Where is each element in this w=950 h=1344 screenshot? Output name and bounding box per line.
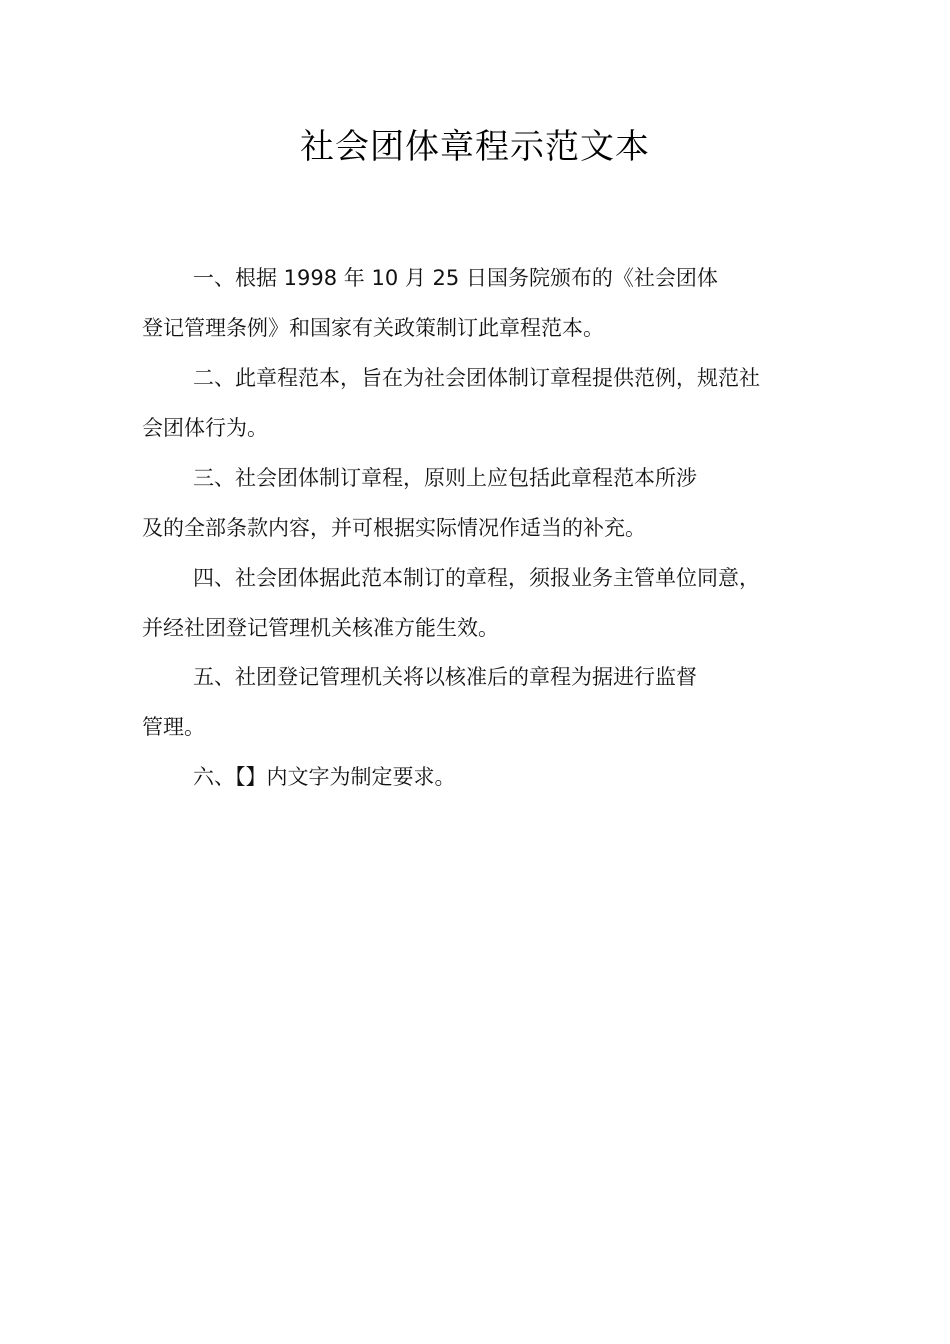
paragraph-3-line-1: 三、社会团体制订章程，原则上应包括此章程范本所涉 [193,466,697,490]
paragraph-4-line-1: 四、社会团体据此范本制订的章程，须报业务主管单位同意， [193,566,760,590]
paragraph-2-line-1: 二、此章程范本，旨在为社会团体制订章程提供范例，规范社 [193,366,760,390]
document-title: 社会团体章程示范文本 [300,126,650,167]
paragraph-5-line-2: 管理。 [142,715,205,739]
paragraph-3-line-2: 及的全部条款内容，并可根据实际情况作适当的补充。 [142,516,646,540]
paragraph-2-line-2: 会团体行为。 [142,416,268,440]
paragraph-1-line-2: 登记管理条例》和国家有关政策制订此章程范本。 [142,316,604,340]
paragraph-1-line-1: 一、根据 1998 年 10 月 25 日国务院颁布的《社会团体 [193,266,718,290]
paragraph-4-line-2: 并经社团登记管理机关核准方能生效。 [142,616,499,640]
paragraph-5-line-1: 五、社团登记管理机关将以核准后的章程为据进行监督 [193,665,697,689]
paragraph-6-line-1: 六、【】内文字为制定要求。 [193,765,456,789]
